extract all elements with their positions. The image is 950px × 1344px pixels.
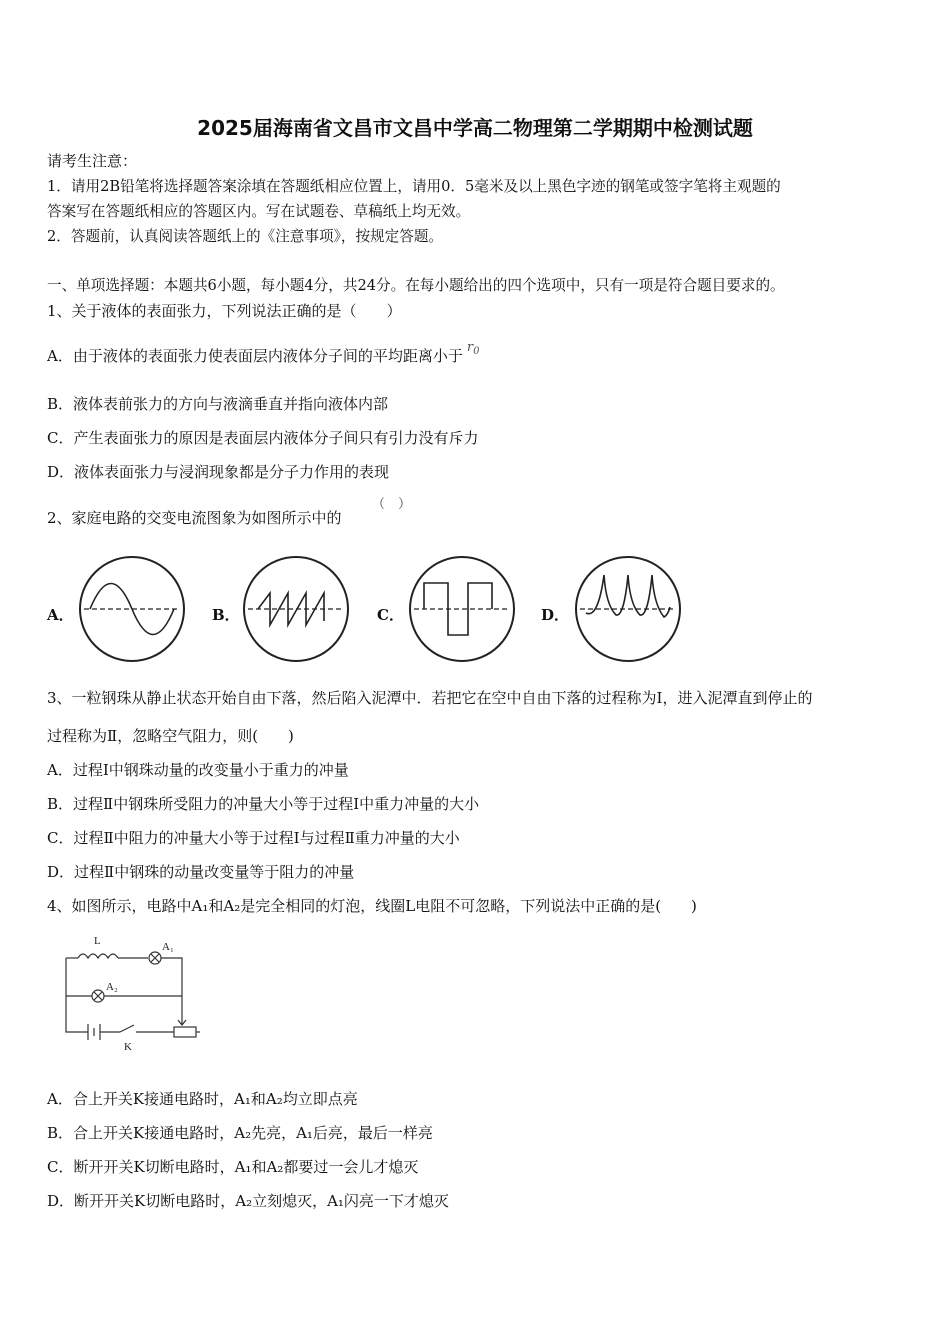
rheostat-slider [178,996,186,1025]
label-k: K [124,1041,132,1053]
graph-label-a: A． [47,606,74,624]
label-a2: A₂ [106,981,118,993]
question-3-stem-line-2: 过程称为Ⅱ，忽略空气阻力，则( ) [47,727,294,745]
lamp-a2-cross [94,992,102,1000]
lamp-a1-cross [151,954,159,962]
rheostat [174,1027,196,1037]
circuit-diagram [58,928,208,1056]
question-4-option-c: C．断开开关K切断电路时，A₁和A₂都要过一会儿才熄灭 [47,1158,419,1176]
graph-label-c: C． [377,606,404,624]
label-l: L [94,935,101,947]
page-title: 2025届海南省文昌市文昌中学高二物理第二学期期中检测试题 [197,116,753,140]
notice-line-3: 2．答题前，认真阅读答题纸上的《注意事项》，按规定答题。 [47,228,444,245]
graph-b-sawtooth [240,553,352,665]
question-3-option-b: B．过程Ⅱ中钢珠所受阻力的冲量大小等于过程Ⅰ中重力冲量的大小 [47,795,480,813]
graph-label-b: B． [212,606,240,624]
question-2-paren: （ ） [372,497,412,512]
question-3-option-c: C．过程Ⅱ中阻力的冲量大小等于过程Ⅰ与过程Ⅱ重力冲量的大小 [47,829,460,847]
notice-line-1: 1．请用2B铅笔将选择题答案涂填在答题纸相应位置上，请用0．5毫米及以上黑色字迹的钢笔或签字笔将主观题的 [47,178,781,195]
question-4-stem: 4、如图所示，电路中A₁和A₂是完全相同的灯泡，线圈L电阻不可忽略，下列说法中正确的是( ) [47,897,697,915]
question-4-option-b: B．合上开关K接通电路时，A₂先亮，A₁后亮，最后一样亮 [47,1124,433,1142]
switch-k [120,1025,134,1032]
question-3-option-d: D．过程Ⅱ中钢珠的动量改变量等于阻力的冲量 [47,863,355,881]
notice-line-2: 答案写在答题纸相应的答题区内。写在试题卷、草稿纸上均无效。 [47,203,471,220]
question-2-stem: 2、家庭电路的交变电流图象为如图所示中的 [47,509,342,527]
question-3-option-a: A．过程Ⅰ中钢珠动量的改变量小于重力的冲量 [47,761,349,779]
graph-d-curve [586,575,670,617]
question-4-option-d: D．断开开关K切断电路时，A₂立刻熄灭，A₁闪亮一下才熄灭 [47,1192,449,1210]
wire-mid-left [66,958,92,996]
wire-top-right [161,958,182,996]
battery [88,1024,100,1040]
question-1-option-c: C．产生表面张力的原因是表面层内液体分子间只有引力没有斥力 [47,429,479,447]
r-subscript: 0 [473,346,480,357]
r0-symbol [467,340,480,355]
inductor-coil [78,954,118,958]
section-heading: 一、单项选择题：本题共6小题，每小题4分，共24分。在每小题给出的四个选项中，只有一项是符合题目要求的。 [47,277,785,294]
notice-heading: 请考生注意： [47,152,138,170]
question-1-option-a [47,340,480,372]
option-a-text: A．由于液体的表面张力使表面层内液体分子间的平均距离小于 [47,347,463,365]
question-1-option-d: D．液体表面张力与浸润现象都是分子力作用的表现 [47,463,390,481]
r-symbol: r [466,340,474,355]
graph-a-sine [76,553,188,665]
graph-d-pulses [572,553,684,665]
graph-c-square [406,553,518,665]
question-1-stem: 1、关于液体的表面张力，下列说法正确的是（ ） [47,302,402,320]
question-1-option-b: B．液体表前张力的方向与液滴垂直并指向液体内部 [47,395,389,413]
wire-bottom-left [66,996,88,1032]
question-3-stem-line-1: 3、一粒钢珠从静止状态开始自由下落，然后陷入泥潭中．若把它在空中自由下落的过程称为Ⅰ，进入泥潭直到停止的 [47,689,813,707]
graph-label-d: D． [541,606,570,624]
label-a1: A₁ [162,941,174,953]
question-4-option-a: A．合上开关K接通电路时，A₁和A₂均立即点亮 [47,1090,358,1108]
